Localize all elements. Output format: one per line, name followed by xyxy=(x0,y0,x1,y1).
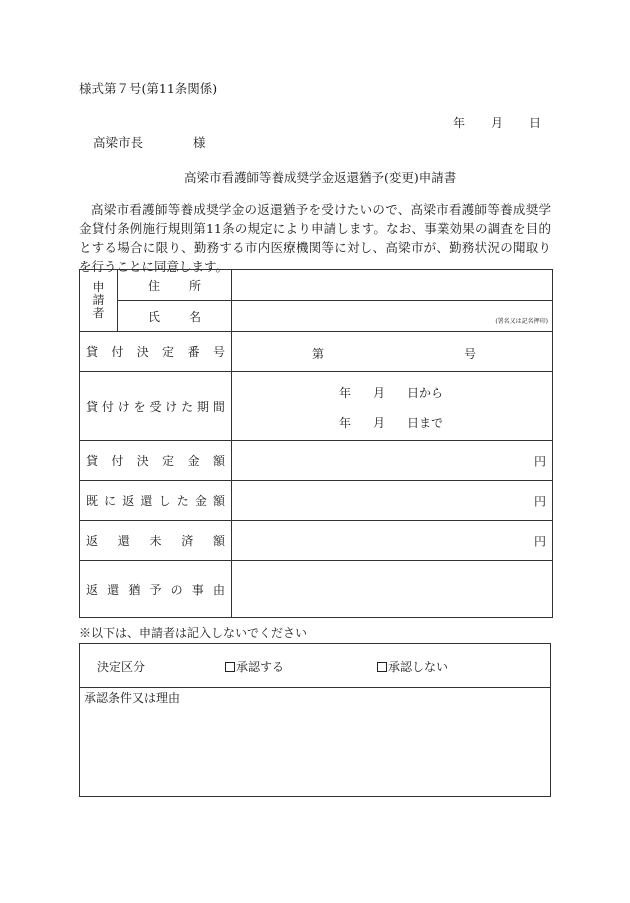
unpaid-amount-label-cell xyxy=(80,521,232,561)
loan-number-label-cell xyxy=(80,332,232,372)
repaid-amount-label-cell xyxy=(80,481,232,521)
address-field[interactable] xyxy=(232,270,553,301)
loan-period-label xyxy=(80,398,231,415)
reason-label-char: 事 xyxy=(191,582,204,597)
decision-row xyxy=(80,644,550,688)
loan-amount-label xyxy=(80,452,231,469)
loan-number-field[interactable] xyxy=(232,332,553,372)
loan-number-label-char: 番 xyxy=(187,345,200,359)
loan-period-field[interactable] xyxy=(232,372,553,441)
loan-amount-label-char: 付 xyxy=(111,454,124,468)
loan-period-label-char: た xyxy=(181,399,194,414)
unpaid-amount-row xyxy=(80,521,553,561)
loan-period-label-char: け xyxy=(165,399,178,414)
unpaid-amount-label-char: 済 xyxy=(181,534,194,548)
loan-number-row xyxy=(80,332,553,372)
repaid-amount-yen: 円 xyxy=(533,494,546,508)
loan-period-label-char: け xyxy=(117,399,130,414)
reason-label xyxy=(80,581,231,598)
repaid-amount-label xyxy=(80,492,231,509)
loan-period-row xyxy=(80,372,553,441)
decision-section xyxy=(79,643,551,797)
loan-period-label-char: 貸 xyxy=(86,399,99,414)
approve-option-label: 承認する xyxy=(236,660,285,674)
unpaid-amount-yen: 円 xyxy=(533,534,546,548)
loan-period-label-char: 間 xyxy=(212,399,225,414)
loan-amount-label-char: 額 xyxy=(212,454,225,468)
address-label xyxy=(118,277,231,294)
unpaid-amount-label-char: 還 xyxy=(117,534,130,548)
name-label-char: 名 xyxy=(188,309,201,324)
reason-row xyxy=(80,561,553,618)
reason-label-char: 由 xyxy=(212,582,225,597)
date-day: 日 xyxy=(529,116,542,130)
loan-period-label-char: 受 xyxy=(149,399,162,414)
loan-amount-label-char: 金 xyxy=(187,454,200,468)
date-month: 月 xyxy=(491,116,504,130)
unpaid-amount-label xyxy=(80,532,231,549)
repaid-amount-label-char: し xyxy=(158,494,171,508)
condition-label: 承認条件又は理由 xyxy=(84,691,181,705)
period-to-month: 月 xyxy=(373,416,386,430)
name-field[interactable] xyxy=(232,301,553,332)
repaid-amount-label-char: た xyxy=(176,494,189,508)
document-title: 高梁市看護師等養成奨学金返還猶予(変更)申請書 xyxy=(184,170,457,185)
addressee-honorific: 様 xyxy=(193,135,206,150)
period-from xyxy=(339,384,443,401)
unpaid-amount-label-char: 額 xyxy=(212,534,225,548)
reason-label-cell xyxy=(80,561,232,618)
approve-option[interactable] xyxy=(225,658,284,675)
application-statement: 高梁市看護師等養成奨学金の返還猶予を受けたいので、高梁市看護師等養成奨学金貸付条例施行規則第11条の規定により申請します。なお、事業効果の調査を目的とする場合に限り、勤務する市内医療機関等に対し、高梁市が、勤務状況の聞取りを行うことに同意します。 xyxy=(79,202,551,274)
loan-amount-label-cell xyxy=(80,441,232,481)
applicant-label-cell xyxy=(80,270,118,332)
repaid-amount-label-char: 金 xyxy=(194,494,207,508)
name-label xyxy=(118,308,231,325)
repaid-amount-label-char: に xyxy=(104,494,117,508)
unpaid-amount-label-char: 未 xyxy=(149,534,162,548)
loan-number-label-char: 号 xyxy=(212,345,225,359)
period-from-month: 月 xyxy=(373,386,386,400)
office-use-note: ※以下は、申請者は記入しないでください xyxy=(79,626,308,640)
signature-note: (署名又は記名押印) xyxy=(495,318,548,325)
loan-number-prefix: 第 xyxy=(312,347,325,361)
unpaid-amount-label-char: 返 xyxy=(86,534,99,548)
application-table xyxy=(79,269,553,618)
name-label-char: 氏 xyxy=(148,309,161,324)
repaid-amount-field[interactable] xyxy=(232,481,553,521)
period-to-day: 日まで xyxy=(407,416,444,430)
addressee xyxy=(93,133,206,151)
address-label-char: 所 xyxy=(188,278,201,293)
loan-period-label-cell xyxy=(80,372,232,441)
reject-option-label: 承認しない xyxy=(388,660,449,674)
repaid-amount-label-char: 額 xyxy=(212,494,225,508)
loan-number-label-char: 付 xyxy=(111,345,124,359)
period-to-year: 年 xyxy=(339,416,352,430)
loan-period-label-char: を xyxy=(133,399,146,414)
applicant-label-char: 請 xyxy=(92,293,105,307)
applicant-label-char: 申 xyxy=(92,280,105,294)
loan-number-label-char: 定 xyxy=(162,345,175,359)
loan-amount-row xyxy=(80,441,553,481)
name-label-cell xyxy=(118,301,232,332)
loan-number-suffix: 号 xyxy=(464,347,477,361)
loan-period-label-char: 期 xyxy=(197,399,210,414)
address-row xyxy=(80,270,553,301)
loan-amount-yen: 円 xyxy=(533,454,546,468)
loan-amount-field[interactable] xyxy=(232,441,553,481)
applicant-label-char: 者 xyxy=(92,306,105,320)
loan-amount-label-char: 貸 xyxy=(86,454,99,468)
reject-option[interactable] xyxy=(377,658,448,675)
reason-label-char: 猶 xyxy=(128,582,141,597)
reason-label-char: 還 xyxy=(107,582,120,597)
loan-period-label-char: 付 xyxy=(101,399,114,414)
form-reference: 様式第７号(第11条関係) xyxy=(79,81,218,96)
loan-number-label-char: 貸 xyxy=(86,345,99,359)
period-from-day: 日から xyxy=(407,386,444,400)
reason-label-char: 予 xyxy=(149,582,162,597)
repaid-amount-row xyxy=(80,481,553,521)
address-label-cell xyxy=(118,270,232,301)
period-from-year: 年 xyxy=(339,386,352,400)
reject-checkbox[interactable] xyxy=(377,662,387,672)
reason-label-char: 返 xyxy=(86,582,99,597)
loan-number-label-char: 決 xyxy=(136,345,149,359)
loan-amount-label-char: 決 xyxy=(136,454,149,468)
period-to xyxy=(339,414,443,431)
loan-number-label xyxy=(80,343,231,360)
unpaid-amount-field[interactable] xyxy=(232,521,553,561)
loan-amount-label-char: 定 xyxy=(162,454,175,468)
name-row xyxy=(80,301,553,332)
date-year: 年 xyxy=(453,116,466,130)
applicant-label xyxy=(80,281,117,320)
address-label-char: 住 xyxy=(148,278,161,293)
reason-label-char: の xyxy=(170,582,183,597)
reason-field[interactable] xyxy=(232,561,553,618)
decision-label: 決定区分 xyxy=(97,660,146,674)
approve-checkbox[interactable] xyxy=(225,662,235,672)
date-line xyxy=(453,114,541,131)
repaid-amount-label-char: 還 xyxy=(140,494,153,508)
repaid-amount-label-char: 返 xyxy=(122,494,135,508)
repaid-amount-label-char: 既 xyxy=(86,494,99,508)
addressee-name: 高梁市長 xyxy=(93,135,144,150)
